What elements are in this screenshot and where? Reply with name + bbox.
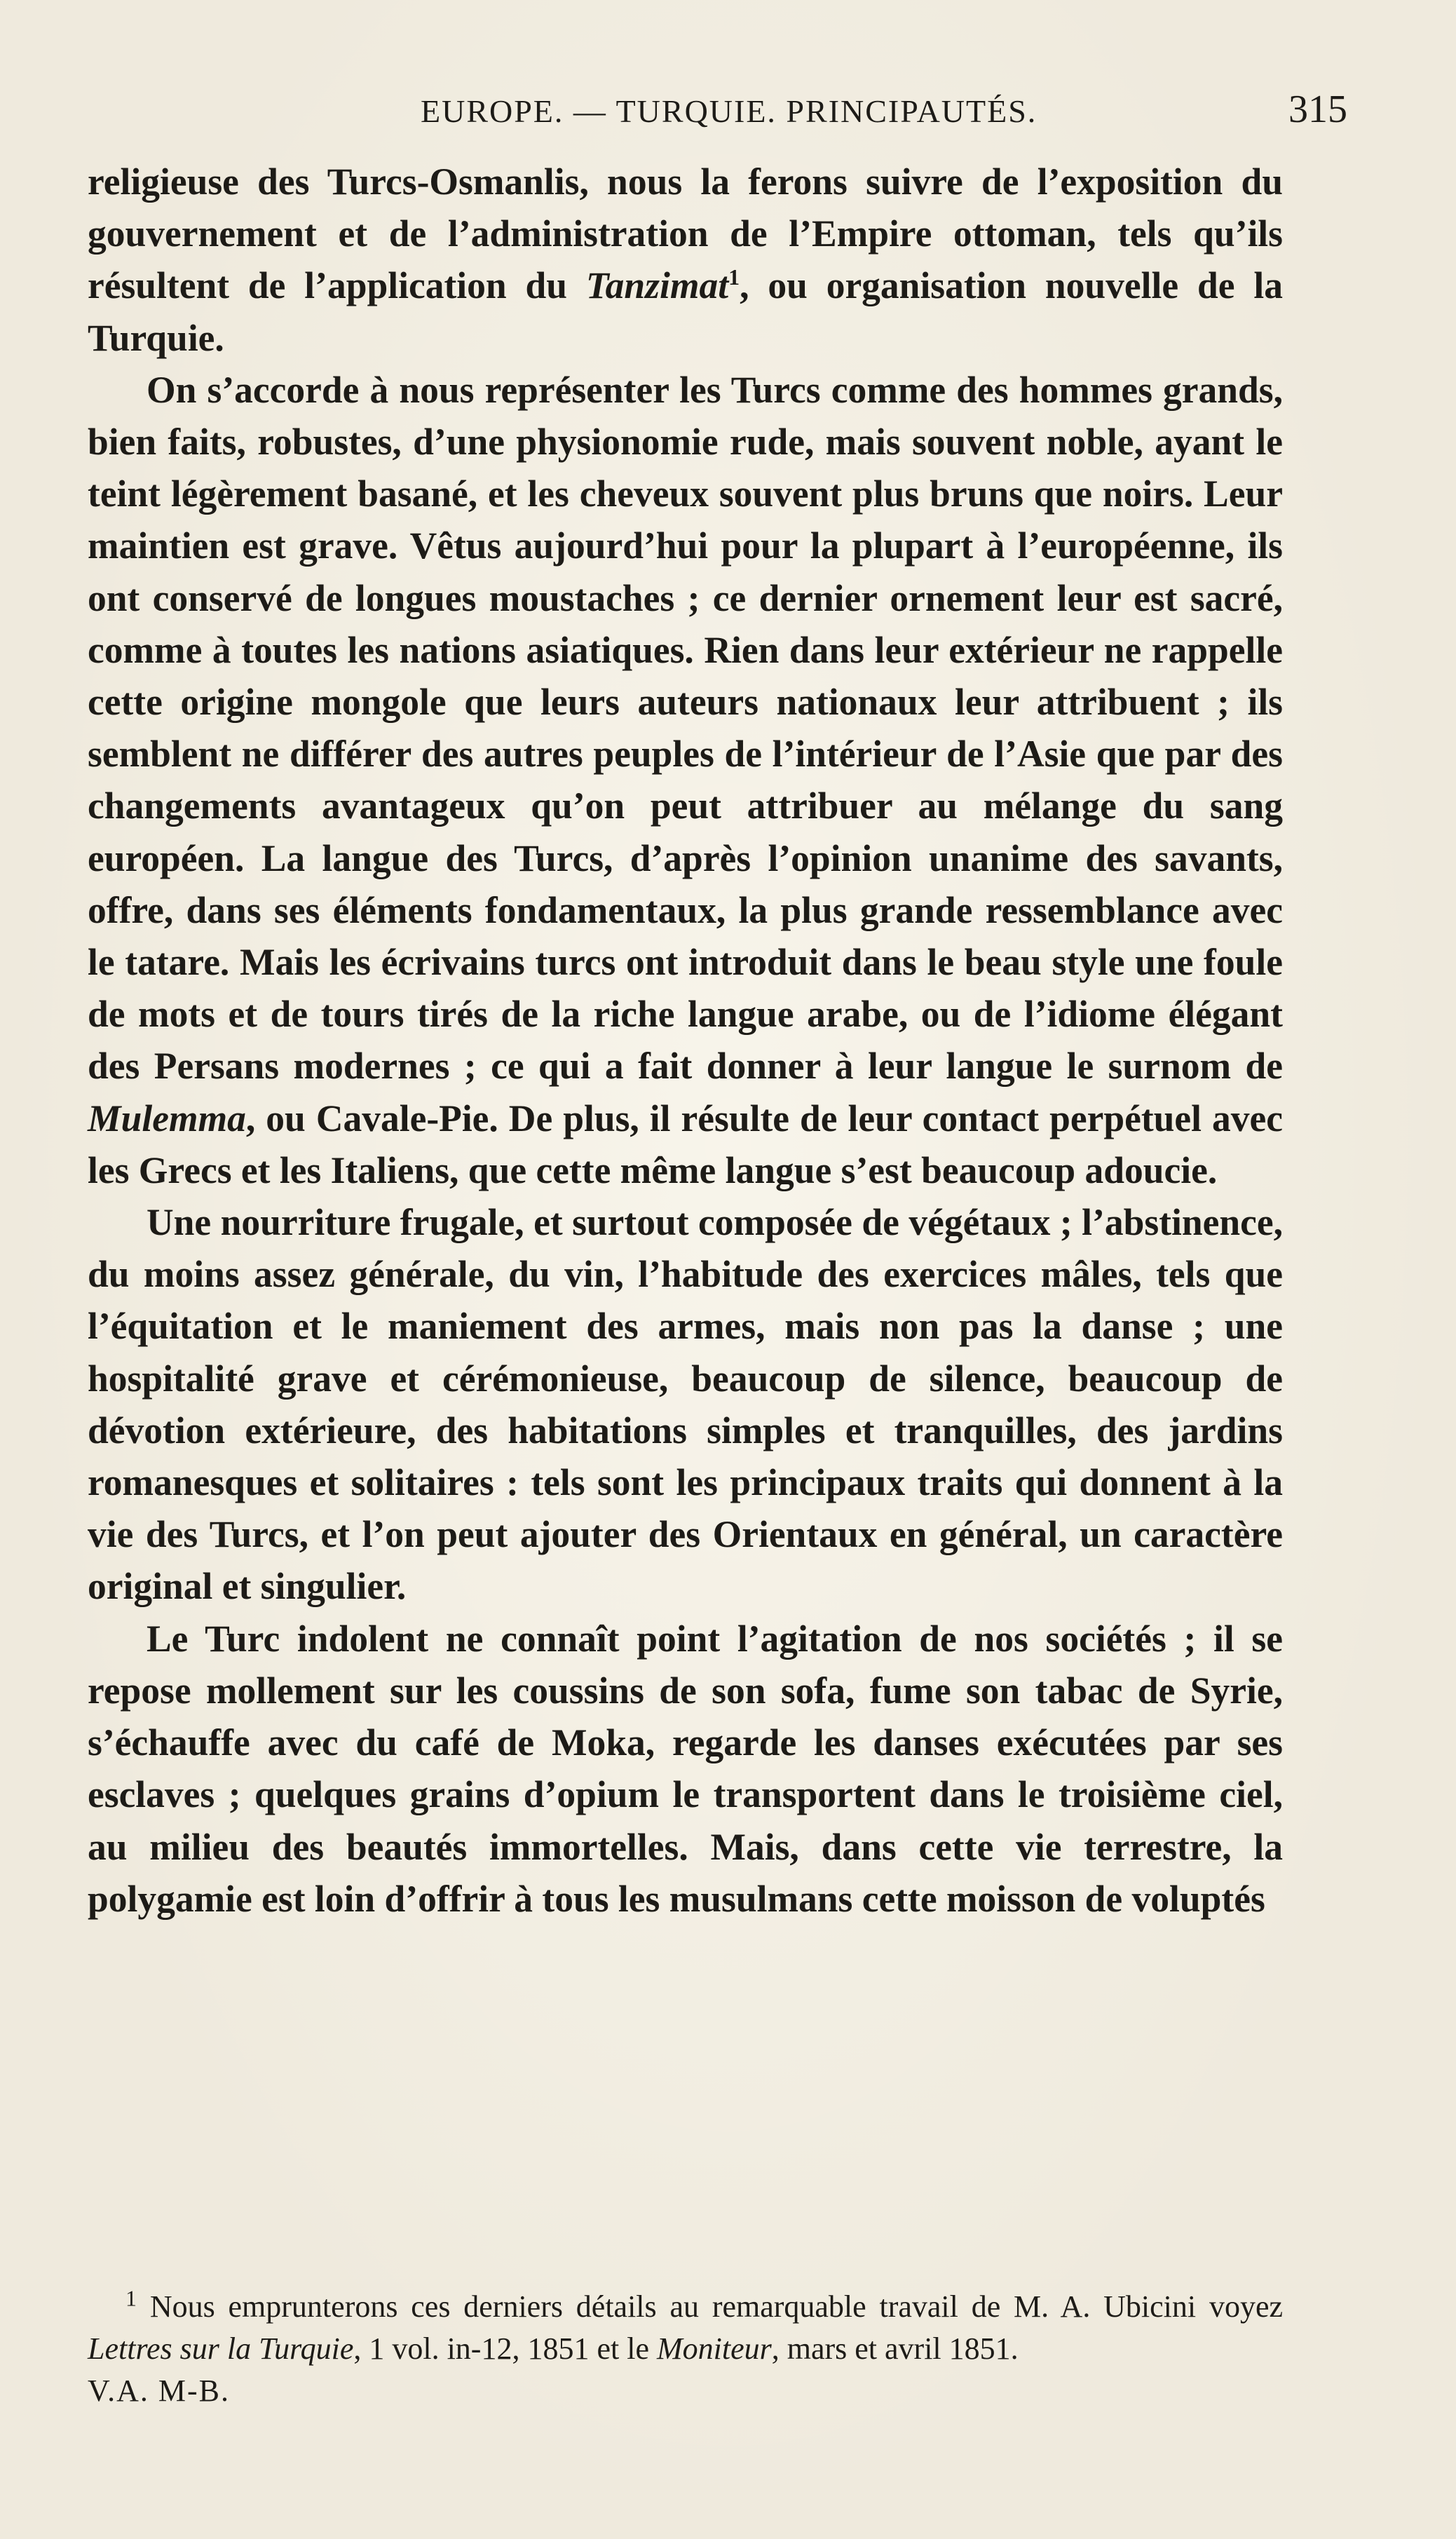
footnotes: [88, 2286, 1283, 2412]
footnote-marker: 1: [125, 2285, 137, 2311]
term-tanzimat: Tanzimat: [585, 264, 729, 307]
paragraph-2-tail: , ou Cavale-Pie. De plus, il résulte de leur contact perpétuel avec les Grecs et les Italiens, que cette même langue s’est beaucoup adoucie.: [88, 1097, 1283, 1191]
footnote-lead: Nous emprunterons ces derniers détails au remarquable travail de M. A. Ubicini voyez: [137, 2289, 1283, 2324]
page-number: 315: [1288, 88, 1347, 131]
footnote-middle: , 1 vol. in-12, 1851 et le: [353, 2331, 657, 2366]
paragraph-4: Le Turc indolent ne connaît point l’agitation de nos sociétés ; il se repose mollement sur les coussins de son sofa, fume son tabac de Syrie, s’échauffe avec du café de Moka, regarde les danses exécutées par ses esclaves ; quelques grains d’opium le transportent dans le troisième ciel, au milieu des beautés immortelles. Mais, dans cette vie terrestre, la polygamie est loin d’offrir à tous les musulmans cette moisson de voluptés: [88, 1617, 1283, 1920]
footnote-signature: V.A. M-B.: [88, 2374, 231, 2408]
footnote-tail: , mars et avril 1851.: [771, 2331, 1019, 2366]
paragraph-1: [88, 156, 1283, 364]
footnote-reference: 1: [728, 264, 740, 290]
footnote-1: [88, 2286, 1283, 2370]
paragraph-1-lead: religieuse des Turcs-Osmanlis, nous la ferons suivre de l’exposition du gouvernement et de l’administration de l’Empire ottoman, tels qu’ils résultent de l’application du: [88, 161, 1283, 307]
paragraph-2: [88, 364, 1283, 1196]
footnote-title-moniteur: Moniteur: [656, 2331, 772, 2366]
paragraph-2-text: On s’accorde à nous représenter les Turcs comme des hommes grands, bien faits, robustes, d’une physionomie rude, mais souvent noble, ayant le teint légèrement basané, et les cheveux souvent plus bruns que noirs. Leur maintien est grave. Vêtus aujourd’hui pour la plupart à l’européenne, ils ont conservé de longues moustaches ; ce dernier ornement leur est sacré, comme à toutes les nations asiatiques. Rien dans leur extérieur ne rappelle cette origine mongole que leurs auteurs nationaux leur attribuent ; ils semblent ne différer des autres peuples de l’intérieur de l’Asie que par des changements avantageux qu’on peut attribuer au mélange du sang européen. La langue des Turcs, d’après l’opinion unanime des savants, offre, dans ses éléments fondamentaux, la plus grande ressemblance avec le tatare. Mais les écrivains turcs ont introduit dans le beau style une foule de mots et de tours tirés de la riche langue arabe, ou de l’idiome élégant des Persans modernes ; ce qui a fait donner à leur langue le surnom de: [88, 368, 1283, 1088]
footnote-title-lettres: Lettres sur la Turquie: [88, 2331, 354, 2366]
paragraph-1-tail: , ou organisation nouvelle de la Turquie.: [88, 264, 1283, 359]
paragraph-3: Une nourriture frugale, et surtout composée de végétaux ; l’abstinence, du moins assez générale, du vin, l’habitude des exercices mâles, tels que l’équitation et le maniement des armes, mais non pas la danse ; une hospitalité grave et cérémonieuse, beaucoup de silence, beaucoup de dévotion extérieure, des habitations simples et tranquilles, des jardins romanesques et solitaires : tels sont les principaux traits qui donnent à la vie des Turcs, et l’on peut ajouter des Orientaux en général, un caractère original et singulier.: [88, 1201, 1283, 1608]
body-text: [88, 156, 1283, 1925]
term-mulemma: Mulemma: [88, 1097, 246, 1139]
running-head: EUROPE. — TURQUIE. PRINCIPAUTÉS.: [421, 93, 1037, 129]
page-header: [0, 83, 1456, 139]
